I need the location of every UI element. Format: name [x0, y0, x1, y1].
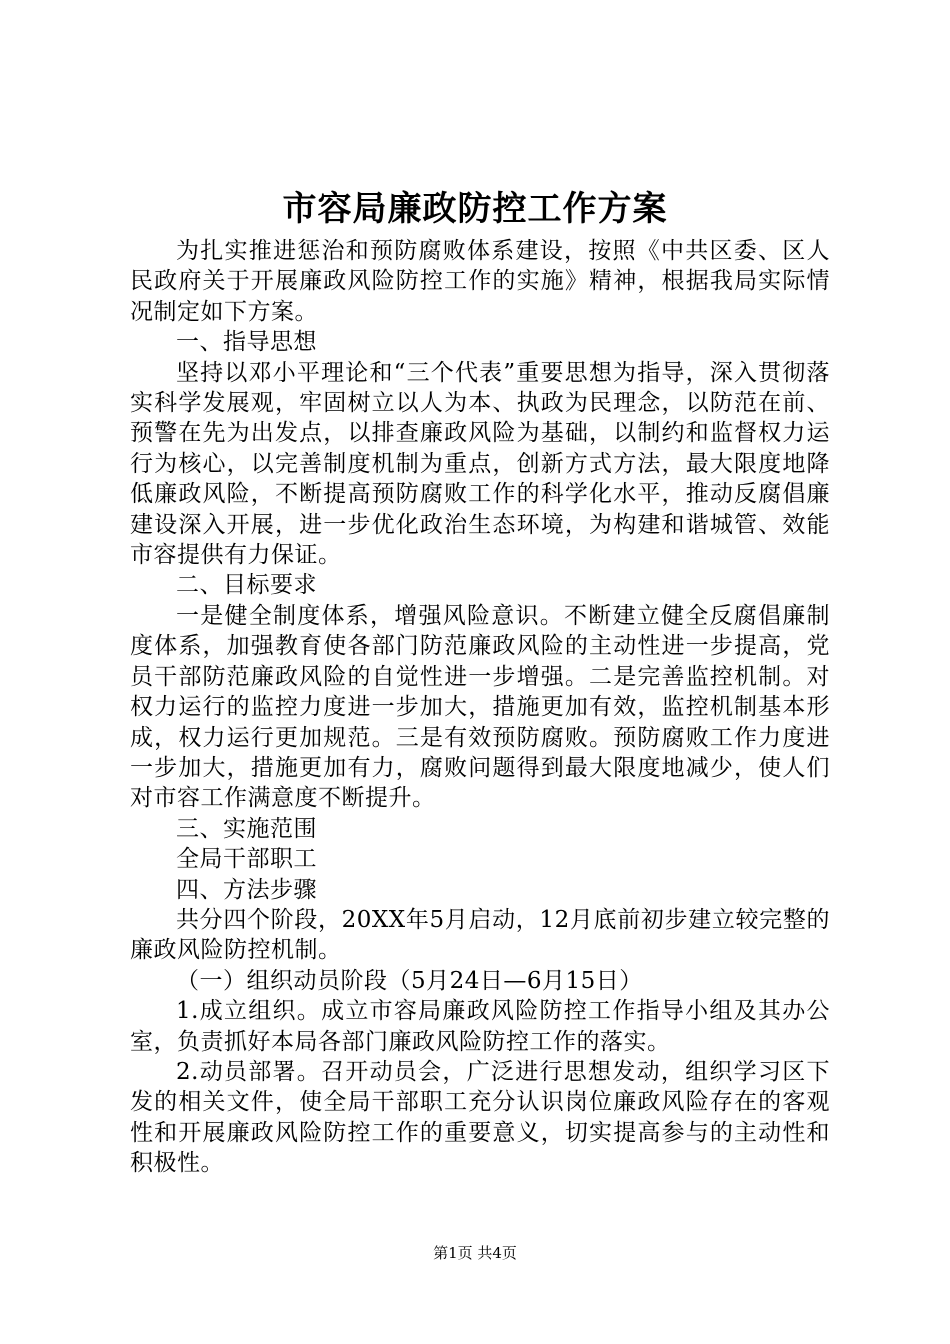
subsection-heading-mobilization: （一）组织动员阶段（5月24日—6月15日） [176, 967, 643, 994]
step-2-paragraph: 2.动员部署。召开动员会，广泛进行思想发动，组织学习区下发的相关文件，使全局干部职工充分认识岗位廉政风险存在的客观性和开展廉政风险防控工作的重要意义，切实提高参与的主动性和积极性。 [130, 1058, 830, 1177]
methods-paragraph: 共分四个阶段，20XX年5月启动，12月底前初步建立较完整的廉政风险防控机制。 [130, 906, 830, 964]
step-1-paragraph: 1.成立组织。成立市容局廉政风险防控工作指导小组及其办公室，负责抓好本局各部门廉政风险防控工作的落实。 [130, 998, 830, 1055]
intro-paragraph: 为扎实推进惩治和预防腐败体系建设，按照《中共区委、区人民政府关于开展廉政风险防控工作的实施》精神，根据我局实际情况制定如下方案。 [130, 238, 830, 325]
document-title: 市容局廉政防控工作方案 [282, 189, 668, 229]
scope-paragraph: 全局干部职工 [176, 846, 317, 873]
section-heading-methods: 四、方法步骤 [176, 876, 317, 903]
section-heading-guiding-ideology: 一、指导思想 [176, 329, 317, 356]
section-heading-goals: 二、目标要求 [176, 572, 317, 599]
guiding-ideology-paragraph: 坚持以邓小平理论和“三个代表”重要思想为指导，深入贯彻落实科学发展观，牢固树立以人为本、执政为民理念，以防范在前、预警在先为出发点，以排查廉政风险为基础，以制约和监督权力运行为核心，以完善制度机制为重点，创新方式方法，最大限度地降低廉政风险，不断提高预防腐败工作的科学化水平，推动反腐倡廉建设深入开展，进一步优化政治生态环境，为构建和谐城管、效能市容提供有力保证。 [130, 359, 830, 569]
page-footer: 第1页 共4页 [433, 1244, 517, 1262]
document-body [130, 236, 830, 1179]
section-heading-scope: 三、实施范围 [176, 815, 317, 842]
goals-paragraph: 一是健全制度体系，增强风险意识。不断建立健全反腐倡廉制度体系，加强教育使各部门防范廉政风险的主动性进一步提高，党员干部防范廉政风险的自觉性进一步增强。二是完善监控机制。对权力运行的监控力度进一步加大，措施更加有效，监控机制基本形成，权力运行更加规范。三是有效预防腐败。预防腐败工作力度进一步加大，措施更加有力，腐败问题得到最大限度地减少，使人们对市容工作满意度不断提升。 [130, 602, 830, 812]
